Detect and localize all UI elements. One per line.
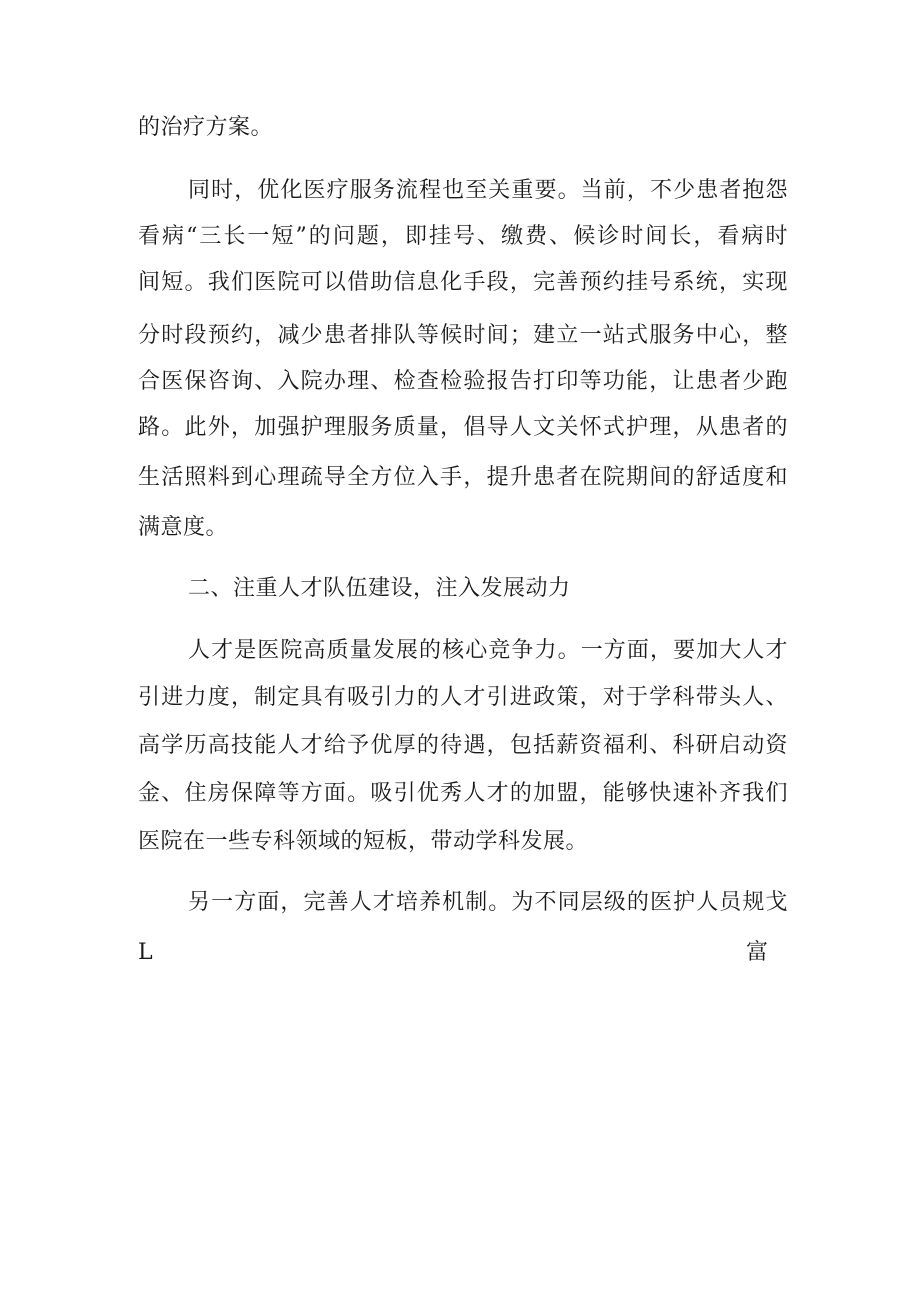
- paragraph-line: 看病“三长一短”的问题，即挂号、缴费、候诊时间长，看病时: [138, 224, 788, 249]
- cut-off-fragment-right: 富: [746, 940, 769, 965]
- paragraph-line: 金、住房保障等方面。吸引优秀人才的加盟，能够快速补齐我们: [138, 781, 788, 806]
- paragraph-line: 另一方面，完善人才培养机制。为不同层级的医护人员规戈: [188, 890, 788, 915]
- cut-off-fragment-left: L: [138, 940, 153, 965]
- paragraph-line: 医院在一些专科领域的短板，带动学科发展。: [138, 829, 589, 854]
- paragraph-line: 满意度。: [138, 515, 229, 540]
- paragraph-line: 路。此外，加强护理服务质量，倡导人文关怀式护理，从患者的: [138, 415, 788, 440]
- paragraph-line: 合医保咨询、入院办理、检查检验报告打印等功能，让患者少跑: [138, 369, 788, 394]
- paragraph-line: 分时段预约，减少患者排队等候时间；建立一站式服务中心，整: [138, 323, 788, 348]
- section-heading: 二、注重人才队伍建设，注入发展动力: [188, 576, 571, 601]
- paragraph-line: 生活照料到心理疏导全方位入手，提升患者在院期间的舒适度和: [138, 465, 788, 490]
- paragraph-line: 高学历高技能人才给予优厚的待遇，包括薪资福利、科研启动资: [138, 733, 788, 758]
- paragraph-line: 人才是医院高质量发展的核心竞争力。一方面，要加大人才: [188, 638, 788, 663]
- paragraph-line: 同时，优化医疗服务流程也至关重要。当前，不少患者抱怨: [188, 178, 788, 203]
- paragraph-line: 间短。我们医院可以借助信息化手段，完善预约挂号系统，实现: [138, 270, 788, 295]
- paragraph-line: 的治疗方案。: [138, 115, 274, 140]
- paragraph-line: 引进力度，制定具有吸引力的人才引进政策，对于学科带头人、: [138, 685, 788, 710]
